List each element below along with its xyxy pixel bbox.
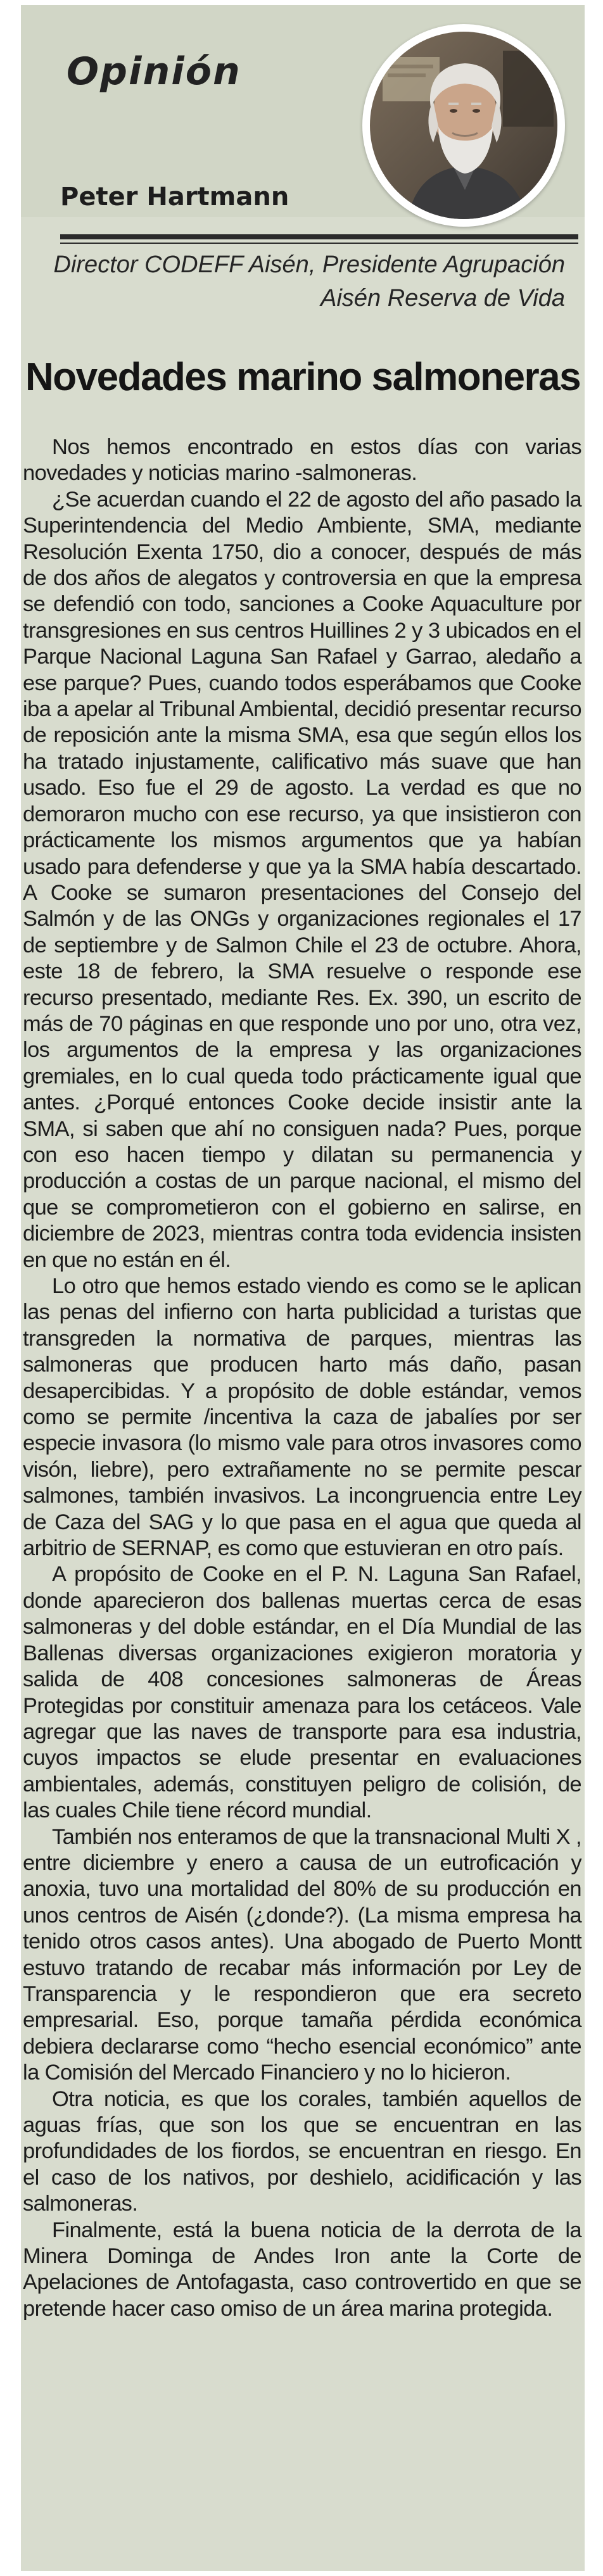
author-role [39,248,565,315]
article-title: Novedades marino salmoneras [25,355,581,399]
article-paragraph: ¿Se acuerdan cuando el 22 de agosto del año pasado la Superintendencia del Medio Ambiente, SMA, mediante Resolución Exenta 1750, dio a conocer, después de más de dos años de alegatos y controversia en que la empresa se defendió con todo, sanciones a Cooke Aquaculture por transgresiones en sus centros Huillines 2 y 3 ubicados en el Parque Nacional Laguna San Rafael y Garrao, aledaño a ese parque? Pues, cuando todos esperábamos que Cooke iba a apelar al Tribunal Ambiental, decidió presentar recurso de reposición ante la misma SMA, esa que según ellos los ha tratado injustamente, calificativo más suave que han usado. Eso fue el 29 de agosto. La verdad es que no demoraron mucho con ese recurso, ya que insistieron con prácticamente los mismos argumentos que ya habían usado para defenderse y que ya la SMA había descartado. A Cooke se sumaron presentaciones del Consejo del Salmón y de las ONGs y organizaciones regionales el 17 de septiembre y de Salmon Chile el 23 de octubre. Ahora, este 18 de febrero, la SMA resuelve o responde ese recurso presentado, mediante Res. Ex. 390, un escrito de más de 70 páginas en que responde uno por uno, otra vez, los argumentos de la empresa y las organizaciones gremiales, en lo cual queda todo prácticamente igual que antes. ¿Porqué entonces Cooke decide insistir ante la SMA, si saben que ahí no consiguen nada? Pues, porque con eso hacen tiempo y dilatan su permanencia y producción a costas de un parque nacional, el mismo del que se comprometieron con el gobierno en salirse, en diciembre de 2023, mientras contra toda evidencia insisten en que no están en él. [23,487,582,1272]
article-paragraph: Finalmente, está la buena noticia de la derrota de la Minera Dominga de Andes Iron ante la Corte de Apelaciones de Antofagasta, caso controvertido en que se pretende hacer caso omiso de un área marina protegida. [23,2218,581,2321]
article-paragraph: También nos enteramos de que la transnacional Multi X , entre diciembre y enero a causa de un eutroficación y anoxia, tuvo una mortalidad del 80% de su producción en unos centros de Aisén (¿donde?). (La misma empresa ha tenido otros casos antes). Una abogado de Puerto Montt estuvo tratando de recabar más información por Ley de Transparencia y le respondieron que era secreto empresarial. Eso, porque tamaña pérdida económica debiera declararse como “hecho esencial económico” ante la Comisión del Mercado Financiero y no lo hicieron. [23,1824,581,2085]
article-paragraph: Lo otro que hemos estado viendo es como se le aplican las penas del infierno con harta publicidad a turistas que transgreden la normativa de parques, mientras las salmoneras que producen harto más daño, pasan desapercibidas. Y a propósito de doble estándar, vemos como se permite /incentiva la caza de jabalíes por ser especie invasora (lo mismo vale para otros invasores como visón, liebre), pero extrañamente no se permite pescar salmones, también invasivos. La incongruencia entre Ley de Caza del SAG y lo que pasa en el agua que queda al arbitrio de SERNAP, es como que estuvieran en otro país. [23,1274,581,1561]
author-photo [362,24,565,227]
article-paragraph: A propósito de Cooke en el P. N. Laguna San Rafael, donde aparecieron dos ballenas muertas cerca de esas salmoneras y del doble estándar, en el Día Mundial de las Ballenas diversas organizaciones exigieron moratoria y salida de 408 concesiones salmoneras de Áreas Protegidas por constituir amenaza para los cetáceos. Vale agregar que las naves de transporte para esa industria, cuyos impactos se elude presentar en evaluaciones ambientales, además, constituyen peligro de colisión, de las cuales Chile tiene récord mundial. [23,1562,581,1823]
author-role-line: Director CODEFF Aisén, Presidente Agrupación [53,251,565,278]
article-paragraph: Nos hemos encontrado en estos días con varias novedades y noticias marino -salmoneras. [23,435,581,486]
author-role-line: Aisén Reserva de Vida [321,285,565,312]
article-paragraph: Otra noticia, es que los corales, también aquellos de aguas frías, que son los que se encuentran en las profundidades de los fiordos, se encuentran en riesgo. En el caso de los nativos, por deshielo, acidificación y las salmoneras. [23,2087,581,2216]
section-label: Opinión [67,49,241,94]
header-rule-thick [60,234,578,239]
article-body [23,434,581,2322]
author-portrait-image [370,32,557,219]
author-name: Peter Hartmann [60,182,289,212]
header-rule-thin [60,243,578,244]
